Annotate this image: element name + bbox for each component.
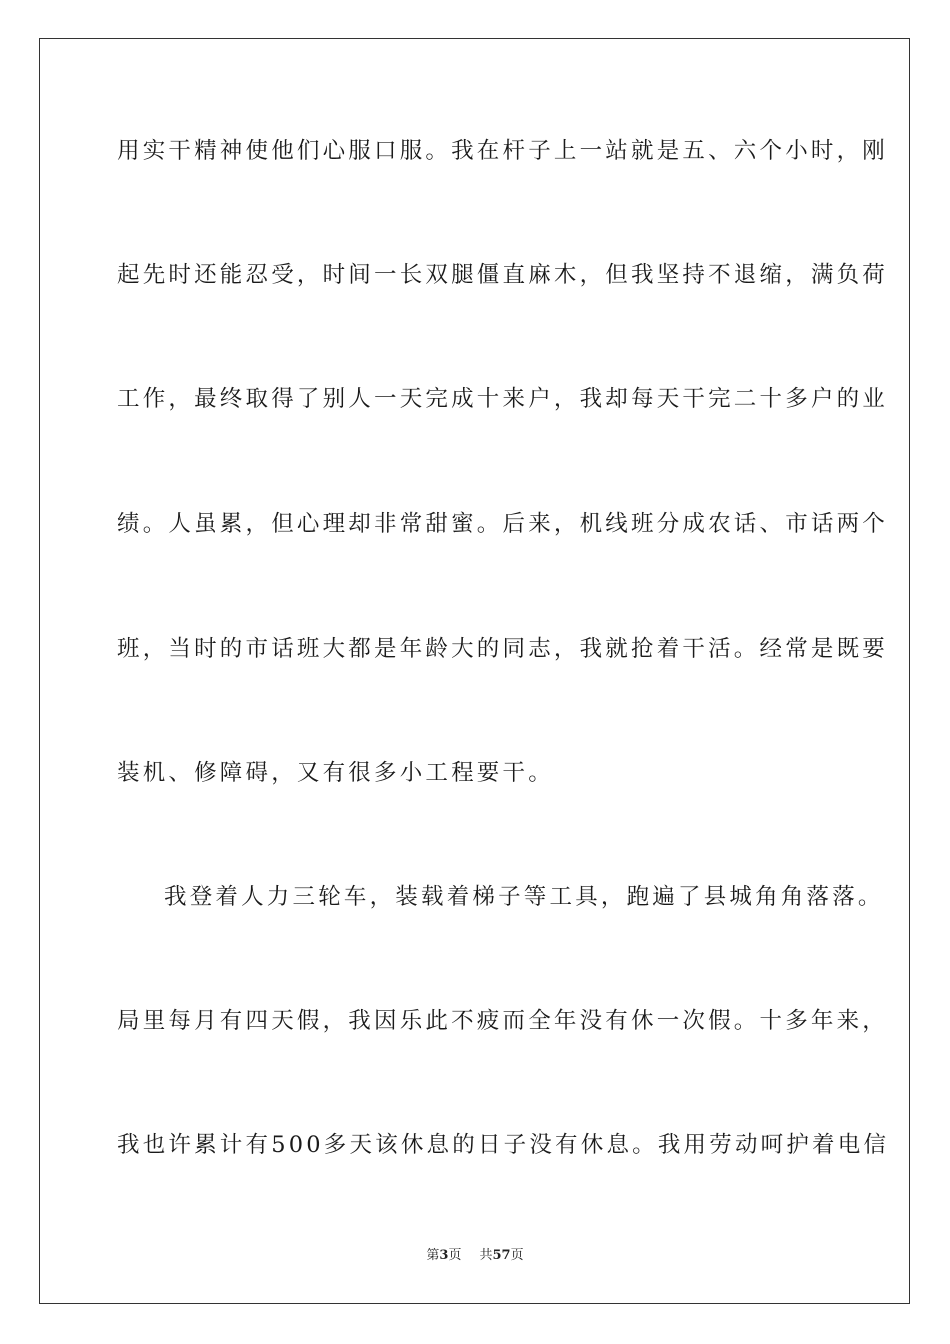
page-border (39, 38, 910, 1304)
text-line-8: 局里每月有四天假，我因乐此不疲而全年没有休一次假。十多年来， (117, 1008, 889, 1034)
text-line-9: 我也许累计有500多天该休息的日子没有休息。我用劳动呵护着电信 (117, 1132, 890, 1158)
total-pages-number: 57 (492, 1248, 511, 1263)
text-line-1: 用实干精神使他们心服口服。我在杆子上一站就是五、六个小时，刚 (117, 138, 889, 164)
text-line-5: 班，当时的市话班大都是年龄大的同志，我就抢着干活。经常是既要 (117, 636, 889, 662)
page-footer (0, 1247, 950, 1265)
text-line-6: 装机、修障碍，又有很多小工程要干。 (117, 760, 554, 786)
text-line-2: 起先时还能忍受，时间一长双腿僵直麻木，但我坚持不退缩，满负荷 (117, 262, 889, 288)
page-suffix: 页 (448, 1248, 462, 1263)
text-line-3: 工作，最终取得了别人一天完成十来户，我却每天干完二十多户的业 (117, 386, 889, 412)
current-page-number: 3 (439, 1248, 449, 1263)
total-suffix: 页 (510, 1248, 524, 1263)
total-prefix: 共 (479, 1248, 493, 1263)
text-line-7: 我登着人力三轮车，装载着梯子等工具，跑遍了县城角角落落。 (164, 884, 884, 910)
text-line-4: 绩。人虽累，但心理却非常甜蜜。后来，机线班分成农话、市话两个 (117, 511, 889, 537)
page-prefix: 第 (426, 1248, 440, 1263)
